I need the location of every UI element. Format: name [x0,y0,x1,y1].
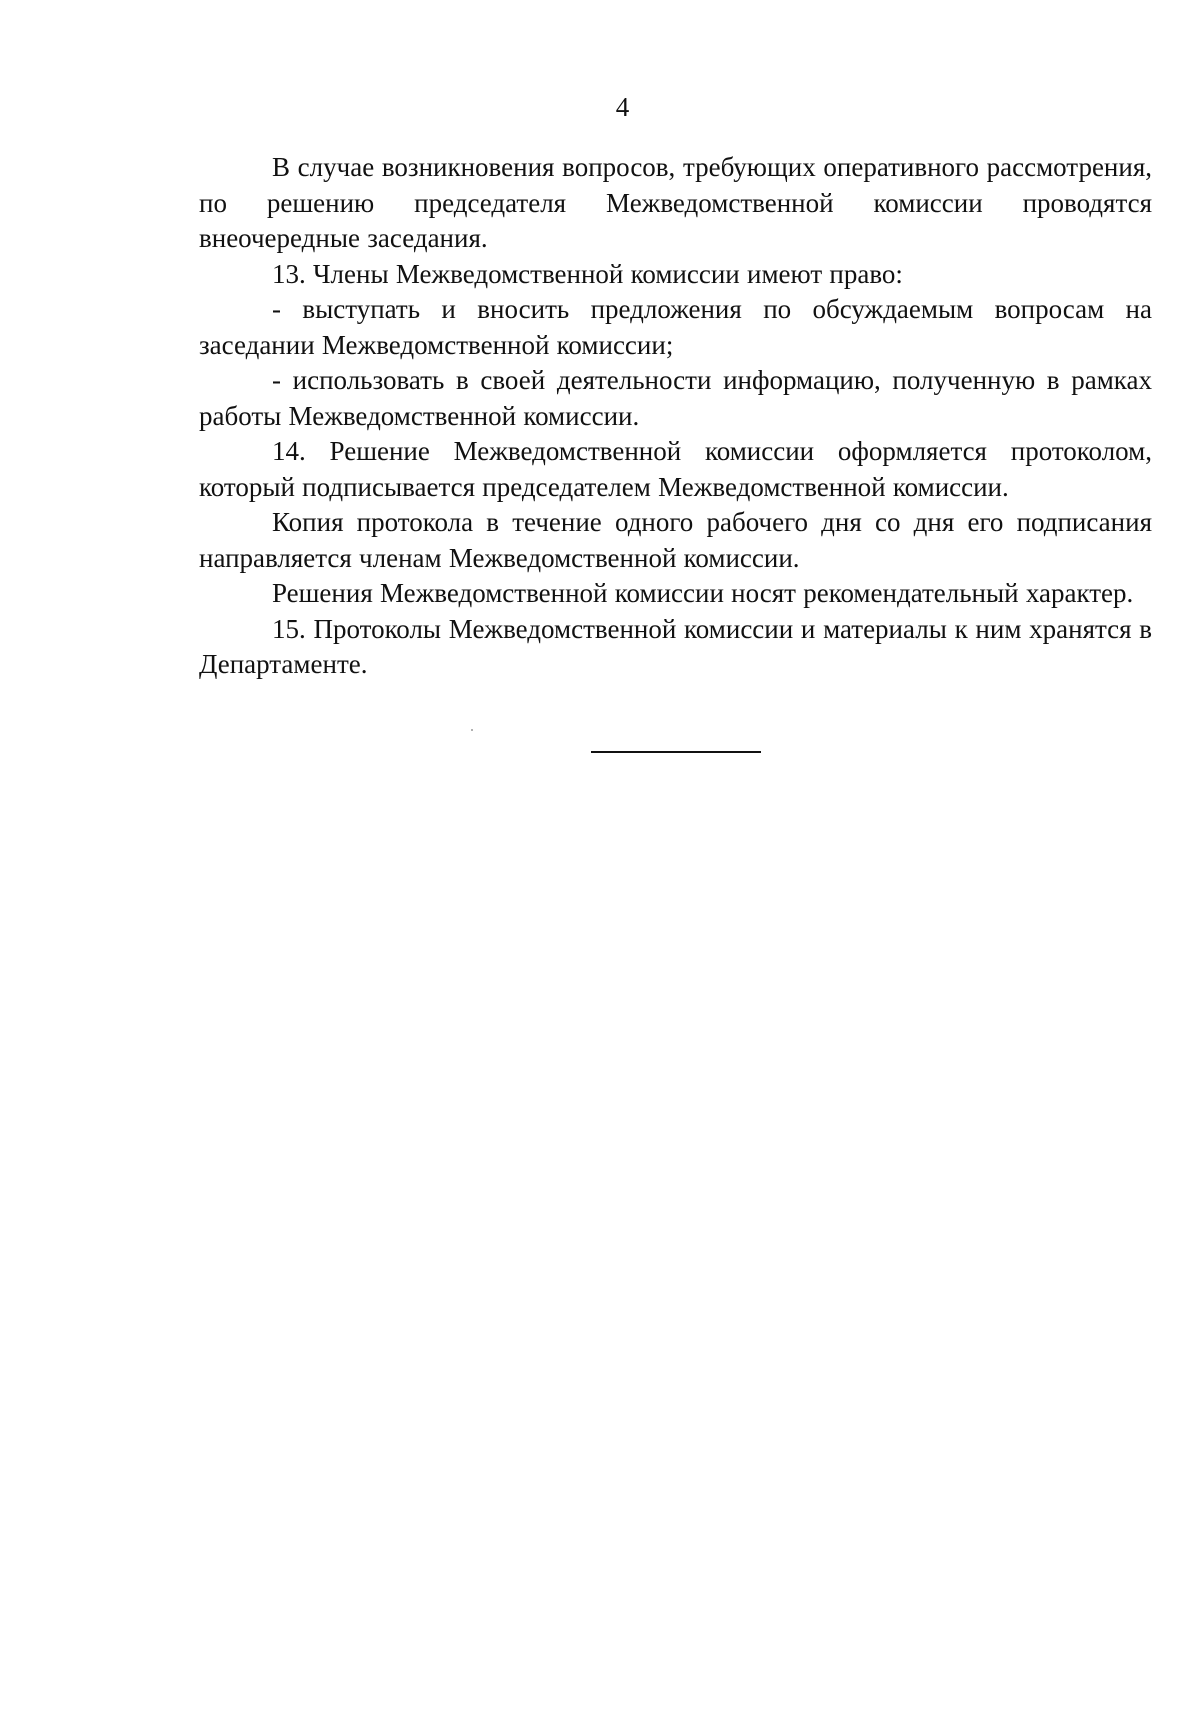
paragraph-protocol-copy: Копия протокола в течение одного рабочего дня со дня его подписания направляется членам Межведомственной комиссии. [199,507,1152,573]
paragraph-recommendations: Решения Межведомственной комиссии носят рекомендательный характер. [272,578,1134,608]
paragraph-clause-14: 14. Решение Межведомственной комиссии оформляется протоколом, который подписывается председателем Межведомственной комиссии. [199,436,1152,502]
paragraph-clause-15: 15. Протоколы Межведомственной комиссии и материалы к ним хранятся в Департаменте. [199,613,1152,679]
paragraph-extraordinary-meetings: В случае возникновения вопросов, требующих оперативного рассмотрения, по решению председателя Межведомственной комиссии проводятся внеочередные заседания. [199,152,1152,253]
page-number: 4 [615,92,630,122]
paragraph-clause-13: 13. Члены Межведомственной комиссии имеют право: [272,258,903,289]
paragraph-right-to-speak: - выступать и вносить предложения по обсуждаемым вопросам на заседании Межведомственной комиссии; [199,294,1152,360]
end-of-document-rule [591,751,761,753]
paragraph-right-to-use-info: - использовать в своей деятельности информацию, полученную в рамках работы Межведомственной комиссии. [199,365,1152,431]
scan-speck [471,729,473,731]
document-body [199,150,1152,683]
